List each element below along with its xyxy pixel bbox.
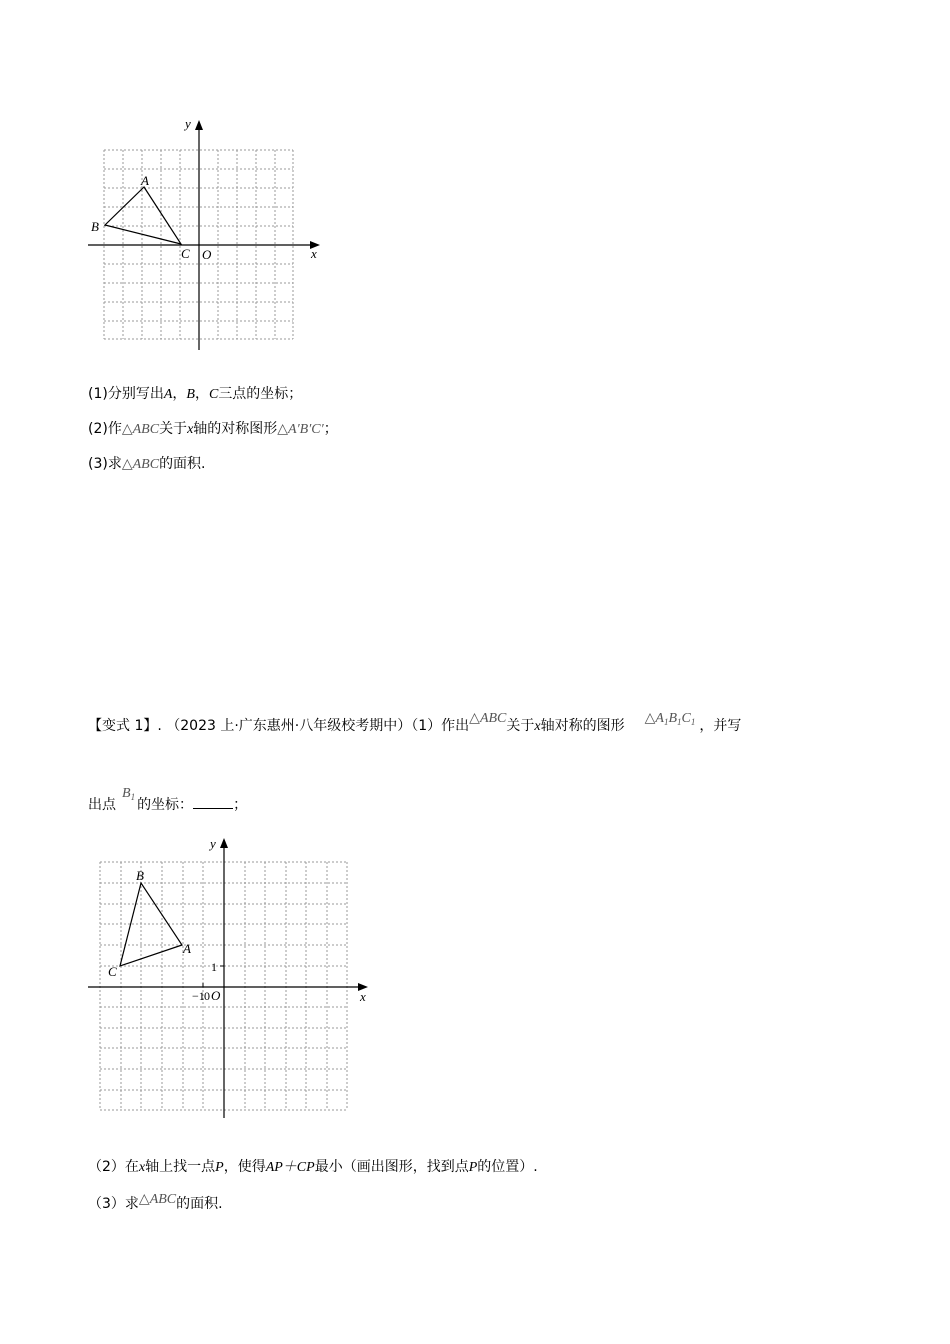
variant-q1-point-b1 bbox=[122, 786, 135, 801]
problem-question-2 bbox=[88, 419, 338, 440]
q3-suffix: 的面积. bbox=[159, 456, 206, 472]
variant-q3-number: （3） bbox=[88, 1196, 125, 1212]
b1-sub: 1 bbox=[130, 792, 136, 802]
a1b1c1-c: C bbox=[681, 711, 691, 726]
problem-question-3 bbox=[88, 454, 206, 475]
q3-prefix: (3)求 bbox=[88, 456, 122, 472]
variant-q1-line2-end: ； bbox=[233, 797, 248, 813]
a1b1c1-sub3: 1 bbox=[690, 717, 696, 727]
figure2-point-c-label: C bbox=[108, 964, 117, 979]
figure1-triangle-abc bbox=[105, 187, 181, 244]
figure1-origin-label: O bbox=[202, 247, 212, 262]
variant-q1-triangle: △ABC bbox=[469, 711, 507, 726]
a1b1c1-sub1: 1 bbox=[663, 717, 669, 727]
variant-q1-x: x bbox=[534, 719, 541, 734]
variant-question-2 bbox=[88, 1157, 538, 1178]
q2-triangle: △ABC bbox=[121, 422, 160, 437]
q2-prefix: (2)作 bbox=[88, 421, 122, 437]
a1b1c1-b: B bbox=[668, 711, 677, 726]
variant-q1-text2: 关于 bbox=[506, 718, 535, 734]
q2-triangle-prime: △A′B′C′ bbox=[277, 422, 324, 437]
variant-q2-text4: 最小（画出图形，找到点 bbox=[314, 1159, 469, 1175]
figure1-coordinate-grid bbox=[80, 110, 330, 355]
variant-q2-x: x bbox=[138, 1160, 146, 1175]
variant-q2-text1: 在 bbox=[124, 1159, 139, 1175]
q1-point-c: C bbox=[208, 387, 219, 402]
q1-sep1: ， bbox=[172, 386, 187, 402]
variant-q3-text2: 的面积. bbox=[176, 1196, 223, 1212]
a1b1c1-sub2: 1 bbox=[677, 717, 682, 727]
variant-q2-text5: 的位置）. bbox=[477, 1159, 538, 1175]
figure2-tick-label-1: 1 bbox=[211, 960, 217, 974]
a1b1c1-a: △A bbox=[644, 711, 664, 726]
q1-prefix: (1)分别写出 bbox=[88, 386, 164, 402]
q2-x: x bbox=[187, 422, 194, 437]
variant-q2-text3: ，使得 bbox=[223, 1159, 266, 1175]
variant-q1-text1: 作出 bbox=[441, 718, 470, 734]
figure1-point-a-label: A bbox=[141, 173, 149, 188]
q2-mid1: 关于 bbox=[159, 421, 188, 437]
q2-mid2: 轴的对称图形 bbox=[193, 421, 278, 437]
figure2-coordinate-grid bbox=[80, 830, 380, 1122]
variant-q2-p: P bbox=[215, 1160, 224, 1175]
q1-point-b: B bbox=[186, 387, 195, 402]
variant-q2-p2: P bbox=[468, 1160, 478, 1175]
variant-q1-line2-a: 出点 bbox=[88, 797, 116, 813]
variant-source: （2023 上·广东惠州·八年级校考期中） bbox=[166, 718, 412, 734]
variant-question-1-line2 bbox=[88, 786, 248, 819]
q2-end: ； bbox=[323, 421, 338, 437]
variant-q3-text1: 求 bbox=[124, 1196, 139, 1212]
figure2-tick-label-neg1: −1 bbox=[192, 989, 205, 1003]
q1-suffix: 三点的坐标； bbox=[218, 386, 303, 402]
variant-q3-triangle: △ABC bbox=[138, 1192, 177, 1207]
problem-question-1 bbox=[88, 384, 302, 405]
variant-q2-expression: AP＋CP bbox=[265, 1160, 315, 1175]
b1-letter: B bbox=[122, 786, 131, 801]
variant-q1-triangle-a1b1c1 bbox=[645, 711, 696, 726]
figure1-x-label: x bbox=[311, 246, 317, 261]
figure2-origin-label: O bbox=[211, 988, 221, 1003]
figure2-y-label: y bbox=[210, 836, 216, 851]
figure1-point-b-label: B bbox=[91, 219, 99, 234]
variant-q1-line2-b: 的坐标： bbox=[137, 797, 194, 813]
variant-q1-number: （1） bbox=[411, 718, 442, 734]
answer-blank bbox=[193, 796, 233, 809]
figure2-point-b-label: B bbox=[136, 868, 144, 883]
figure2-point-a-label: A bbox=[183, 941, 191, 956]
figure1-y-label: y bbox=[185, 116, 191, 131]
q3-triangle: △ABC bbox=[121, 457, 160, 472]
variant-q1-text4: ，并写 bbox=[699, 718, 742, 734]
figure2-y-arrow bbox=[220, 838, 228, 848]
variant-question-3 bbox=[88, 1194, 223, 1215]
variant-q2-number: （2） bbox=[88, 1159, 125, 1175]
figure2-tick-label-0: 0 bbox=[204, 989, 210, 1003]
q1-sep2: ， bbox=[194, 386, 209, 402]
variant-q1-text3: 轴对称的图形 bbox=[540, 718, 625, 734]
figure2-x-label: x bbox=[360, 989, 366, 1004]
variant-tag: 【变式 1】 bbox=[88, 718, 158, 734]
figure1-y-arrow bbox=[195, 120, 203, 130]
variant-q2-text2: 轴上找一点 bbox=[145, 1159, 216, 1175]
variant-dot: . bbox=[157, 718, 162, 734]
figure1-point-c-label: C bbox=[181, 246, 190, 261]
q1-point-a: A bbox=[163, 387, 173, 402]
variant-question-1-line1 bbox=[88, 711, 742, 740]
